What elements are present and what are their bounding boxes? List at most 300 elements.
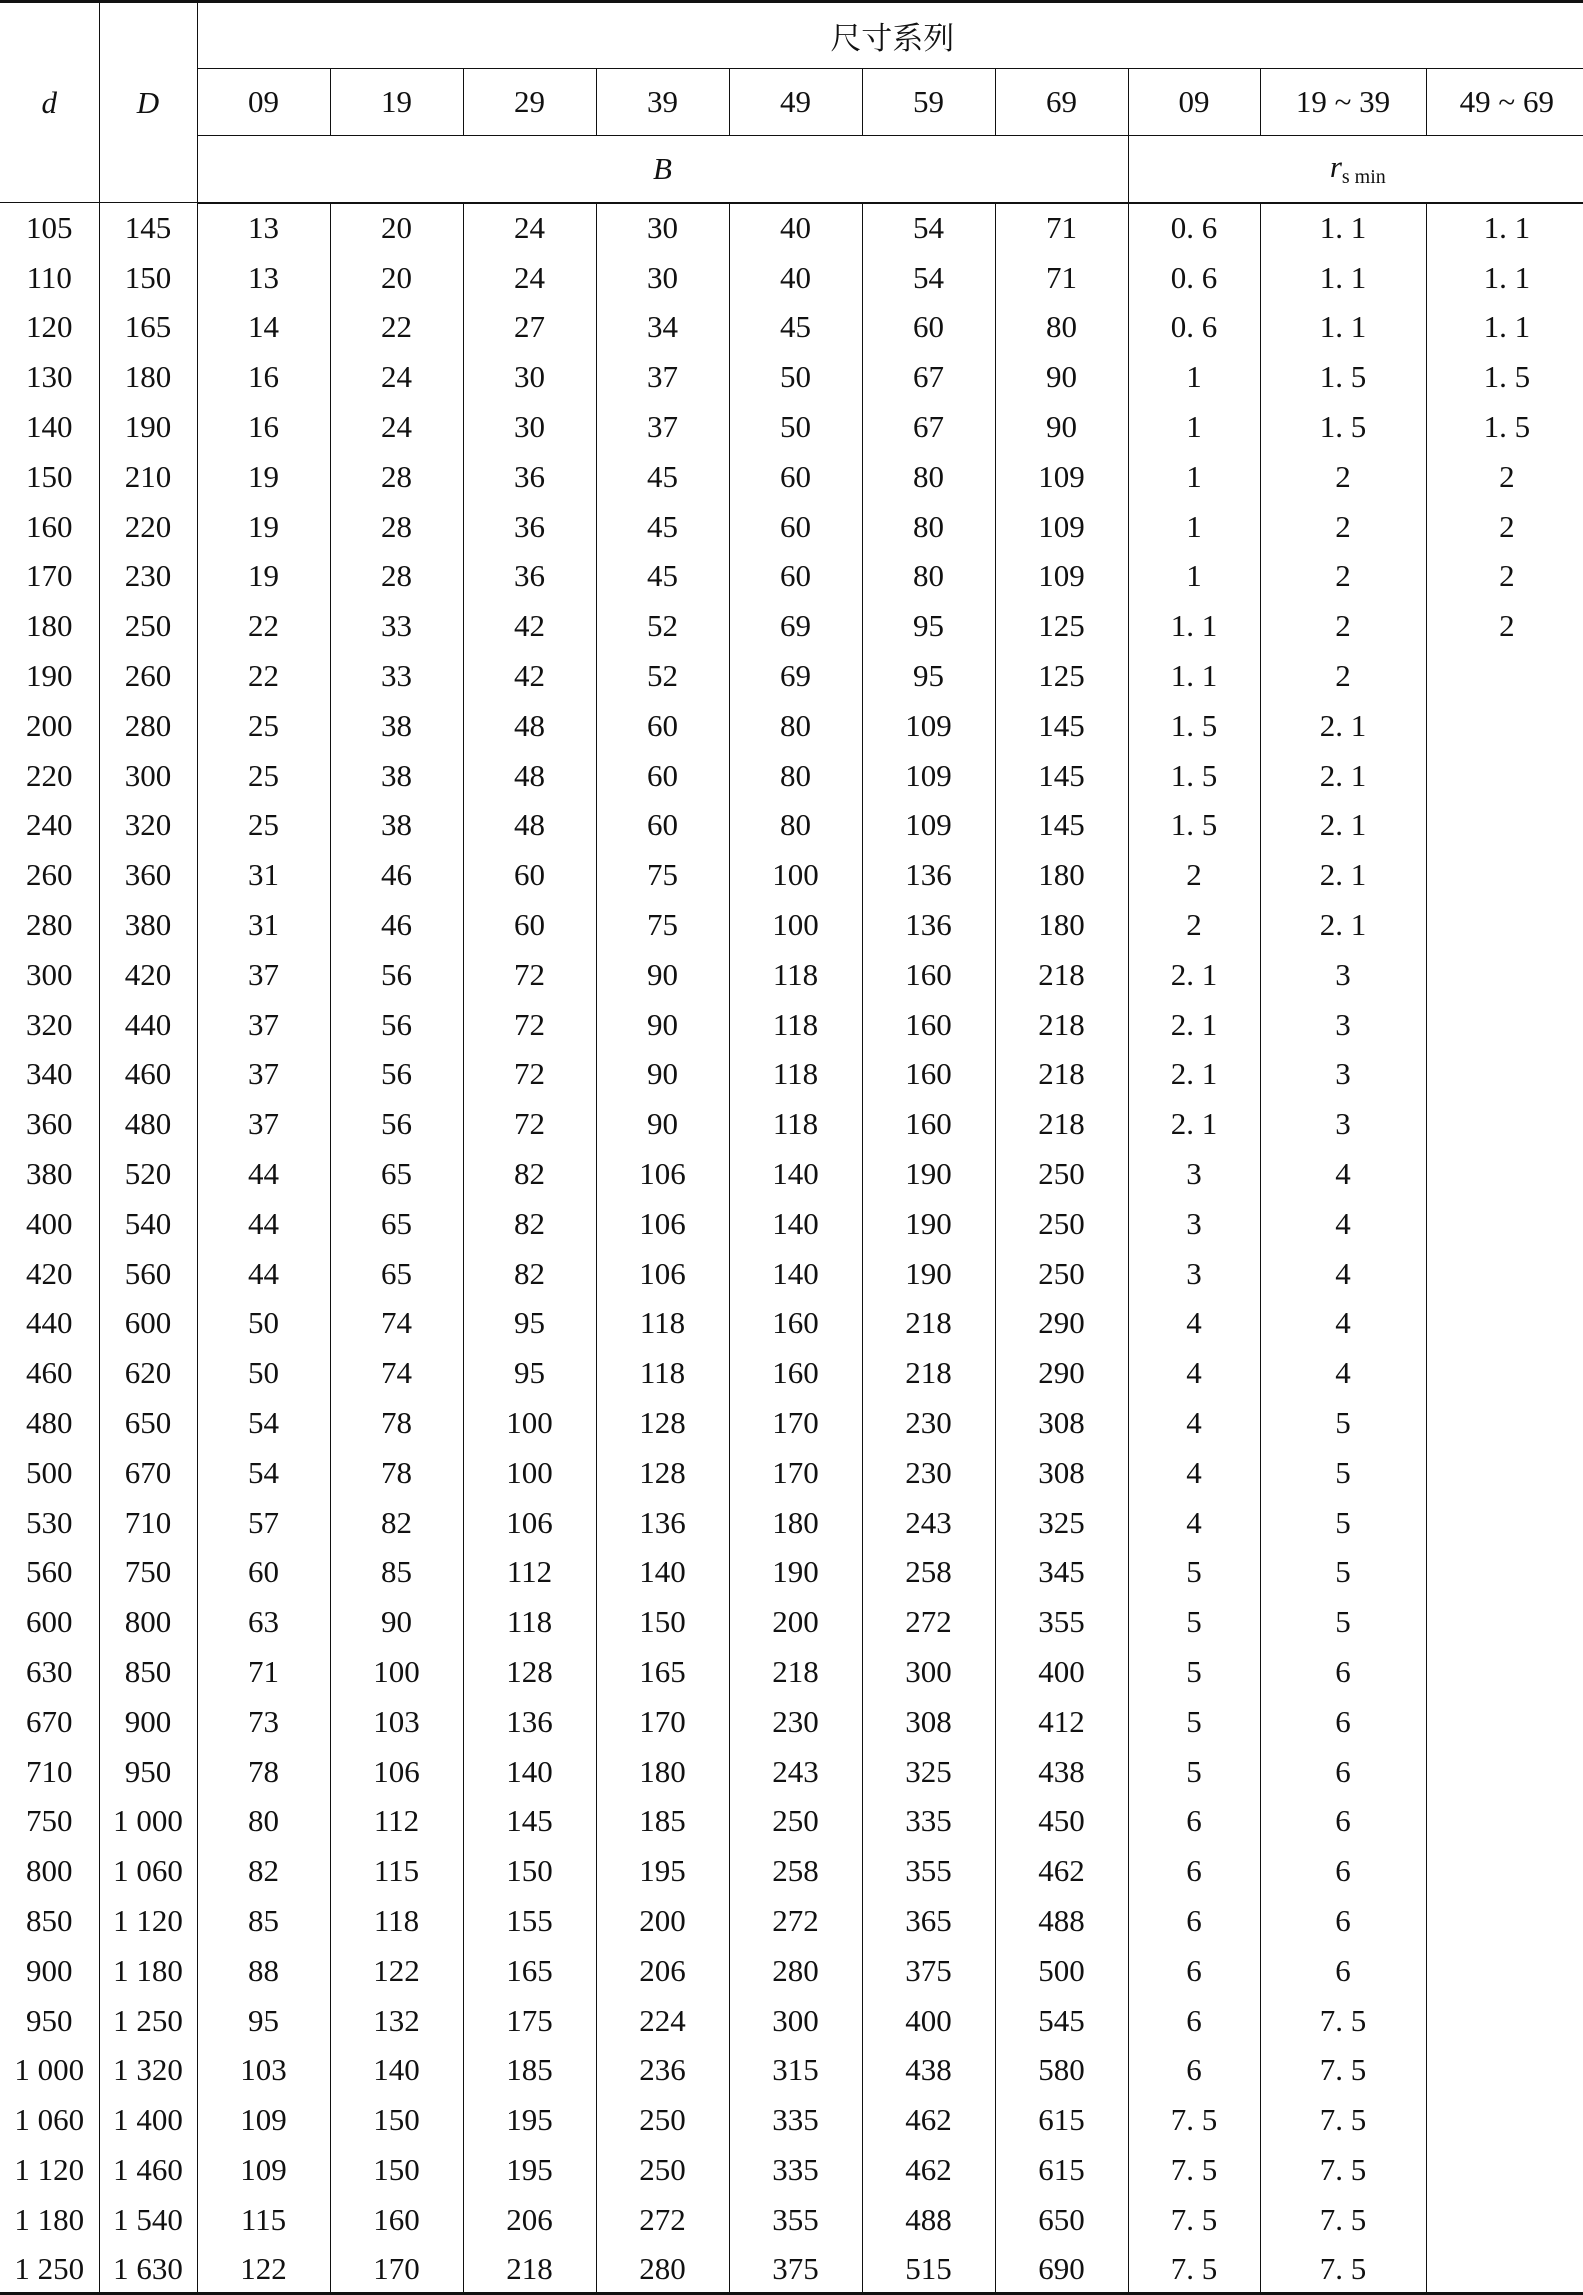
- cell-B-09: 80: [197, 1796, 330, 1846]
- cell-d: 750: [0, 1796, 99, 1846]
- cell-B-69: 180: [995, 900, 1128, 950]
- cell-B-49: 170: [729, 1447, 862, 1497]
- cell-d: 120: [0, 302, 99, 352]
- cell-B-69: 250: [995, 1198, 1128, 1248]
- cell-B-29: 145: [463, 1796, 596, 1846]
- cell-d: 630: [0, 1647, 99, 1697]
- cell-B-29: 60: [463, 900, 596, 950]
- cell-B-09: 95: [197, 1995, 330, 2045]
- cell-B-39: 90: [596, 999, 729, 1049]
- cell-D: 850: [99, 1647, 197, 1697]
- cell-D: 230: [99, 551, 197, 601]
- header-r-series-49-69: 49 ~ 69: [1426, 69, 1583, 136]
- cell-r-19-39: 2. 1: [1260, 750, 1426, 800]
- cell-D: 300: [99, 750, 197, 800]
- cell-B-49: 200: [729, 1597, 862, 1647]
- cell-B-29: 48: [463, 750, 596, 800]
- cell-B-39: 185: [596, 1796, 729, 1846]
- cell-B-09: 88: [197, 1945, 330, 1995]
- cell-B-09: 44: [197, 1248, 330, 1298]
- cell-r-09: 6: [1128, 1796, 1260, 1846]
- cell-r-49-69: [1426, 750, 1583, 800]
- cell-r-19-39: 6: [1260, 1696, 1426, 1746]
- cell-B-49: 140: [729, 1198, 862, 1248]
- cell-B-39: 106: [596, 1198, 729, 1248]
- cell-r-19-39: 3: [1260, 1099, 1426, 1149]
- cell-B-59: 438: [862, 2045, 995, 2095]
- cell-B-09: 14: [197, 302, 330, 352]
- cell-B-19: 38: [330, 800, 463, 850]
- cell-B-29: 24: [463, 203, 596, 253]
- cell-B-39: 90: [596, 1099, 729, 1149]
- cell-B-59: 218: [862, 1298, 995, 1348]
- cell-r-49-69: [1426, 1198, 1583, 1248]
- cell-d: 260: [0, 850, 99, 900]
- cell-d: 280: [0, 900, 99, 950]
- cell-B-19: 82: [330, 1497, 463, 1547]
- cell-B-09: 63: [197, 1597, 330, 1647]
- cell-B-59: 95: [862, 601, 995, 651]
- table-row: [0, 2244, 1583, 2294]
- cell-r-49-69: [1426, 1547, 1583, 1597]
- cell-B-69: 145: [995, 700, 1128, 750]
- cell-B-29: 100: [463, 1447, 596, 1497]
- cell-B-19: 56: [330, 999, 463, 1049]
- cell-B-59: 160: [862, 949, 995, 999]
- cell-B-49: 258: [729, 1846, 862, 1896]
- cell-B-59: 109: [862, 700, 995, 750]
- cell-B-29: 195: [463, 2145, 596, 2195]
- cell-r-09: 4: [1128, 1298, 1260, 1348]
- cell-r-09: 3: [1128, 1198, 1260, 1248]
- cell-B-19: 74: [330, 1348, 463, 1398]
- cell-B-69: 488: [995, 1896, 1128, 1946]
- cell-B-09: 25: [197, 700, 330, 750]
- cell-r-49-69: [1426, 1398, 1583, 1448]
- cell-B-49: 100: [729, 850, 862, 900]
- cell-B-49: 375: [729, 2244, 862, 2294]
- cell-r-19-39: 4: [1260, 1198, 1426, 1248]
- header-D: D: [99, 2, 197, 203]
- cell-D: 220: [99, 501, 197, 551]
- cell-D: 180: [99, 352, 197, 402]
- cell-r-19-39: 6: [1260, 1796, 1426, 1846]
- cell-D: 1 250: [99, 1995, 197, 2045]
- cell-B-09: 44: [197, 1198, 330, 1248]
- cell-B-39: 34: [596, 302, 729, 352]
- cell-r-49-69: 2: [1426, 551, 1583, 601]
- cell-B-69: 125: [995, 651, 1128, 701]
- cell-B-09: 54: [197, 1447, 330, 1497]
- cell-D: 190: [99, 402, 197, 452]
- cell-B-59: 80: [862, 551, 995, 601]
- header-r-symbol: r: [1329, 148, 1342, 184]
- cell-B-49: 118: [729, 1099, 862, 1149]
- cell-B-09: 13: [197, 252, 330, 302]
- cell-B-09: 37: [197, 949, 330, 999]
- cell-d: 340: [0, 1049, 99, 1099]
- cell-d: 130: [0, 352, 99, 402]
- cell-B-09: 50: [197, 1348, 330, 1398]
- cell-r-09: 2. 1: [1128, 1049, 1260, 1099]
- cell-B-59: 515: [862, 2244, 995, 2294]
- cell-B-59: 190: [862, 1248, 995, 1298]
- cell-B-19: 46: [330, 900, 463, 950]
- cell-B-39: 150: [596, 1597, 729, 1647]
- cell-B-49: 315: [729, 2045, 862, 2095]
- cell-D: 1 460: [99, 2145, 197, 2195]
- cell-B-29: 165: [463, 1945, 596, 1995]
- cell-B-09: 22: [197, 601, 330, 651]
- cell-r-09: 1. 5: [1128, 800, 1260, 850]
- cell-B-39: 200: [596, 1896, 729, 1946]
- cell-r-09: 7. 5: [1128, 2095, 1260, 2145]
- table-row: [0, 1597, 1583, 1647]
- cell-B-39: 75: [596, 900, 729, 950]
- cell-B-59: 218: [862, 1348, 995, 1398]
- cell-B-49: 60: [729, 551, 862, 601]
- cell-r-49-69: 2: [1426, 601, 1583, 651]
- cell-B-49: 80: [729, 800, 862, 850]
- header-r-series-19-39: 19 ~ 39: [1260, 69, 1426, 136]
- table-row: [0, 451, 1583, 501]
- cell-B-59: 136: [862, 900, 995, 950]
- cell-B-49: 118: [729, 999, 862, 1049]
- cell-B-69: 308: [995, 1398, 1128, 1448]
- cell-B-69: 290: [995, 1298, 1128, 1348]
- cell-B-49: 50: [729, 352, 862, 402]
- cell-B-09: 37: [197, 1049, 330, 1099]
- cell-B-59: 160: [862, 999, 995, 1049]
- cell-B-49: 160: [729, 1348, 862, 1398]
- cell-B-19: 118: [330, 1896, 463, 1946]
- cell-B-09: 31: [197, 850, 330, 900]
- table-row: [0, 1647, 1583, 1697]
- cell-B-59: 136: [862, 850, 995, 900]
- cell-B-19: 106: [330, 1746, 463, 1796]
- cell-r-09: 1. 5: [1128, 700, 1260, 750]
- cell-r-49-69: [1426, 1049, 1583, 1099]
- cell-d: 150: [0, 451, 99, 501]
- cell-d: 105: [0, 203, 99, 253]
- header-series-49: 49: [729, 69, 862, 136]
- cell-B-69: 500: [995, 1945, 1128, 1995]
- cell-D: 1 060: [99, 1846, 197, 1896]
- table-row: [0, 700, 1583, 750]
- cell-r-49-69: [1426, 900, 1583, 950]
- table-row: [0, 1248, 1583, 1298]
- cell-B-09: 37: [197, 999, 330, 1049]
- cell-r-49-69: [1426, 1647, 1583, 1697]
- cell-B-19: 56: [330, 1099, 463, 1149]
- cell-B-09: 16: [197, 402, 330, 452]
- cell-B-29: 36: [463, 551, 596, 601]
- cell-d: 440: [0, 1298, 99, 1348]
- cell-B-69: 355: [995, 1597, 1128, 1647]
- cell-B-59: 272: [862, 1597, 995, 1647]
- cell-B-59: 308: [862, 1696, 995, 1746]
- cell-r-49-69: [1426, 1846, 1583, 1896]
- cell-r-49-69: [1426, 1099, 1583, 1149]
- cell-B-49: 80: [729, 750, 862, 800]
- cell-B-39: 90: [596, 1049, 729, 1099]
- header-r-series-09: 09: [1128, 69, 1260, 136]
- header-series-59: 59: [862, 69, 995, 136]
- table-row: [0, 2145, 1583, 2195]
- cell-B-29: 155: [463, 1896, 596, 1946]
- cell-r-19-39: 1. 5: [1260, 402, 1426, 452]
- cell-r-09: 6: [1128, 1846, 1260, 1896]
- cell-B-69: 180: [995, 850, 1128, 900]
- cell-B-69: 308: [995, 1447, 1128, 1497]
- cell-B-59: 109: [862, 800, 995, 850]
- cell-B-19: 170: [330, 2244, 463, 2294]
- cell-D: 280: [99, 700, 197, 750]
- cell-D: 165: [99, 302, 197, 352]
- cell-r-49-69: [1426, 1597, 1583, 1647]
- cell-D: 1 000: [99, 1796, 197, 1846]
- table-row: [0, 601, 1583, 651]
- cell-r-09: 4: [1128, 1447, 1260, 1497]
- cell-r-19-39: 1. 1: [1260, 252, 1426, 302]
- cell-B-69: 650: [995, 2194, 1128, 2244]
- cell-B-29: 140: [463, 1746, 596, 1796]
- cell-B-29: 100: [463, 1398, 596, 1448]
- cell-B-39: 30: [596, 203, 729, 253]
- cell-r-49-69: [1426, 700, 1583, 750]
- cell-B-09: 19: [197, 451, 330, 501]
- cell-r-19-39: 6: [1260, 1846, 1426, 1896]
- cell-r-19-39: 2. 1: [1260, 700, 1426, 750]
- header-series-19: 19: [330, 69, 463, 136]
- cell-D: 670: [99, 1447, 197, 1497]
- header-dimension-series: 尺寸系列: [197, 2, 1583, 69]
- table-row: [0, 501, 1583, 551]
- cell-r-19-39: 7. 5: [1260, 2095, 1426, 2145]
- cell-B-39: 118: [596, 1298, 729, 1348]
- cell-D: 540: [99, 1198, 197, 1248]
- cell-B-39: 60: [596, 700, 729, 750]
- cell-B-29: 82: [463, 1248, 596, 1298]
- table-row: [0, 402, 1583, 452]
- cell-B-69: 412: [995, 1696, 1128, 1746]
- cell-B-09: 103: [197, 2045, 330, 2095]
- cell-B-39: 195: [596, 1846, 729, 1896]
- cell-B-29: 24: [463, 252, 596, 302]
- cell-r-19-39: 7. 5: [1260, 2045, 1426, 2095]
- cell-B-29: 195: [463, 2095, 596, 2145]
- cell-r-09: 5: [1128, 1647, 1260, 1697]
- cell-d: 300: [0, 949, 99, 999]
- cell-B-59: 80: [862, 451, 995, 501]
- table-row: [0, 999, 1583, 1049]
- table-row: [0, 1099, 1583, 1149]
- cell-B-39: 106: [596, 1248, 729, 1298]
- cell-B-69: 290: [995, 1348, 1128, 1398]
- cell-B-09: 31: [197, 900, 330, 950]
- table-row: [0, 900, 1583, 950]
- cell-d: 240: [0, 800, 99, 850]
- cell-B-39: 106: [596, 1149, 729, 1199]
- cell-B-09: 13: [197, 203, 330, 253]
- table-row: [0, 1696, 1583, 1746]
- cell-B-19: 65: [330, 1149, 463, 1199]
- cell-B-69: 580: [995, 2045, 1128, 2095]
- cell-B-49: 69: [729, 651, 862, 701]
- cell-r-19-39: 2. 1: [1260, 800, 1426, 850]
- cell-r-19-39: 5: [1260, 1547, 1426, 1597]
- cell-B-49: 250: [729, 1796, 862, 1846]
- cell-D: 320: [99, 800, 197, 850]
- cell-r-09: 1. 1: [1128, 651, 1260, 701]
- cell-B-69: 345: [995, 1547, 1128, 1597]
- cell-B-19: 78: [330, 1447, 463, 1497]
- cell-B-69: 109: [995, 551, 1128, 601]
- cell-r-49-69: [1426, 949, 1583, 999]
- cell-r-19-39: 2: [1260, 501, 1426, 551]
- cell-B-19: 103: [330, 1696, 463, 1746]
- cell-B-29: 30: [463, 402, 596, 452]
- cell-r-49-69: 2: [1426, 501, 1583, 551]
- cell-B-49: 40: [729, 252, 862, 302]
- cell-B-49: 69: [729, 601, 862, 651]
- cell-B-39: 280: [596, 2244, 729, 2294]
- cell-B-09: 19: [197, 551, 330, 601]
- cell-B-59: 258: [862, 1547, 995, 1597]
- cell-B-29: 42: [463, 601, 596, 651]
- cell-B-49: 160: [729, 1298, 862, 1348]
- cell-B-19: 65: [330, 1198, 463, 1248]
- table-row: [0, 1547, 1583, 1597]
- table-row: [0, 2045, 1583, 2095]
- cell-B-29: 72: [463, 1049, 596, 1099]
- cell-B-09: 78: [197, 1746, 330, 1796]
- cell-B-69: 109: [995, 501, 1128, 551]
- cell-B-39: 60: [596, 750, 729, 800]
- cell-d: 220: [0, 750, 99, 800]
- cell-B-29: 118: [463, 1597, 596, 1647]
- cell-B-49: 170: [729, 1398, 862, 1448]
- cell-r-19-39: 4: [1260, 1149, 1426, 1199]
- cell-B-09: 115: [197, 2194, 330, 2244]
- cell-d: 1 180: [0, 2194, 99, 2244]
- cell-B-29: 175: [463, 1995, 596, 2045]
- cell-r-09: 4: [1128, 1497, 1260, 1547]
- cell-B-49: 140: [729, 1149, 862, 1199]
- cell-D: 150: [99, 252, 197, 302]
- cell-B-19: 112: [330, 1796, 463, 1846]
- cell-r-19-39: 2. 1: [1260, 850, 1426, 900]
- cell-B-09: 25: [197, 800, 330, 850]
- cell-r-49-69: [1426, 1995, 1583, 2045]
- cell-B-19: 38: [330, 750, 463, 800]
- table-row: [0, 1398, 1583, 1448]
- cell-D: 1 120: [99, 1896, 197, 1946]
- cell-B-29: 218: [463, 2244, 596, 2294]
- cell-d: 1 120: [0, 2145, 99, 2195]
- cell-r-49-69: [1426, 2095, 1583, 2145]
- header-series-69: 69: [995, 69, 1128, 136]
- cell-d: 110: [0, 252, 99, 302]
- cell-r-19-39: 5: [1260, 1597, 1426, 1647]
- cell-B-49: 218: [729, 1647, 862, 1697]
- cell-B-19: 74: [330, 1298, 463, 1348]
- cell-r-09: 1: [1128, 551, 1260, 601]
- cell-B-29: 72: [463, 1099, 596, 1149]
- cell-B-49: 118: [729, 949, 862, 999]
- cell-B-19: 150: [330, 2095, 463, 2145]
- cell-r-09: 1: [1128, 451, 1260, 501]
- cell-B-09: 82: [197, 1846, 330, 1896]
- cell-d: 480: [0, 1398, 99, 1448]
- cell-B-49: 272: [729, 1896, 862, 1946]
- cell-r-49-69: [1426, 1298, 1583, 1348]
- cell-B-09: 71: [197, 1647, 330, 1697]
- cell-B-59: 190: [862, 1149, 995, 1199]
- cell-B-39: 165: [596, 1647, 729, 1697]
- table-row: [0, 1298, 1583, 1348]
- cell-B-09: 60: [197, 1547, 330, 1597]
- cell-r-19-39: 4: [1260, 1298, 1426, 1348]
- cell-B-19: 28: [330, 501, 463, 551]
- cell-r-19-39: 6: [1260, 1647, 1426, 1697]
- cell-r-19-39: 2. 1: [1260, 900, 1426, 950]
- cell-B-19: 122: [330, 1945, 463, 1995]
- cell-r-19-39: 6: [1260, 1896, 1426, 1946]
- cell-d: 400: [0, 1198, 99, 1248]
- cell-B-59: 400: [862, 1995, 995, 2045]
- cell-B-29: 82: [463, 1149, 596, 1199]
- cell-B-19: 20: [330, 252, 463, 302]
- cell-B-19: 90: [330, 1597, 463, 1647]
- cell-d: 560: [0, 1547, 99, 1597]
- cell-r-09: 7. 5: [1128, 2145, 1260, 2195]
- cell-r-49-69: [1426, 2194, 1583, 2244]
- cell-r-09: 5: [1128, 1746, 1260, 1796]
- cell-B-69: 145: [995, 750, 1128, 800]
- cell-r-19-39: 5: [1260, 1497, 1426, 1547]
- cell-d: 900: [0, 1945, 99, 1995]
- cell-B-59: 365: [862, 1896, 995, 1946]
- cell-D: 145: [99, 203, 197, 253]
- cell-r-19-39: 1. 1: [1260, 203, 1426, 253]
- cell-D: 480: [99, 1099, 197, 1149]
- cell-B-09: 44: [197, 1149, 330, 1199]
- cell-B-59: 54: [862, 252, 995, 302]
- cell-d: 170: [0, 551, 99, 601]
- table-row: [0, 203, 1583, 253]
- cell-B-39: 45: [596, 501, 729, 551]
- cell-B-49: 118: [729, 1049, 862, 1099]
- cell-B-49: 140: [729, 1248, 862, 1298]
- cell-d: 1 250: [0, 2244, 99, 2294]
- cell-r-49-69: [1426, 800, 1583, 850]
- cell-r-49-69: 1. 5: [1426, 402, 1583, 452]
- cell-r-19-39: 3: [1260, 1049, 1426, 1099]
- cell-B-69: 545: [995, 1995, 1128, 2045]
- cell-B-19: 85: [330, 1547, 463, 1597]
- cell-B-49: 100: [729, 900, 862, 950]
- cell-B-19: 115: [330, 1846, 463, 1896]
- cell-B-69: 250: [995, 1248, 1128, 1298]
- cell-B-59: 230: [862, 1398, 995, 1448]
- cell-B-19: 100: [330, 1647, 463, 1697]
- cell-r-19-39: 4: [1260, 1348, 1426, 1398]
- cell-r-19-39: 3: [1260, 999, 1426, 1049]
- cell-d: 1 060: [0, 2095, 99, 2145]
- cell-r-49-69: 2: [1426, 451, 1583, 501]
- cell-B-39: 37: [596, 402, 729, 452]
